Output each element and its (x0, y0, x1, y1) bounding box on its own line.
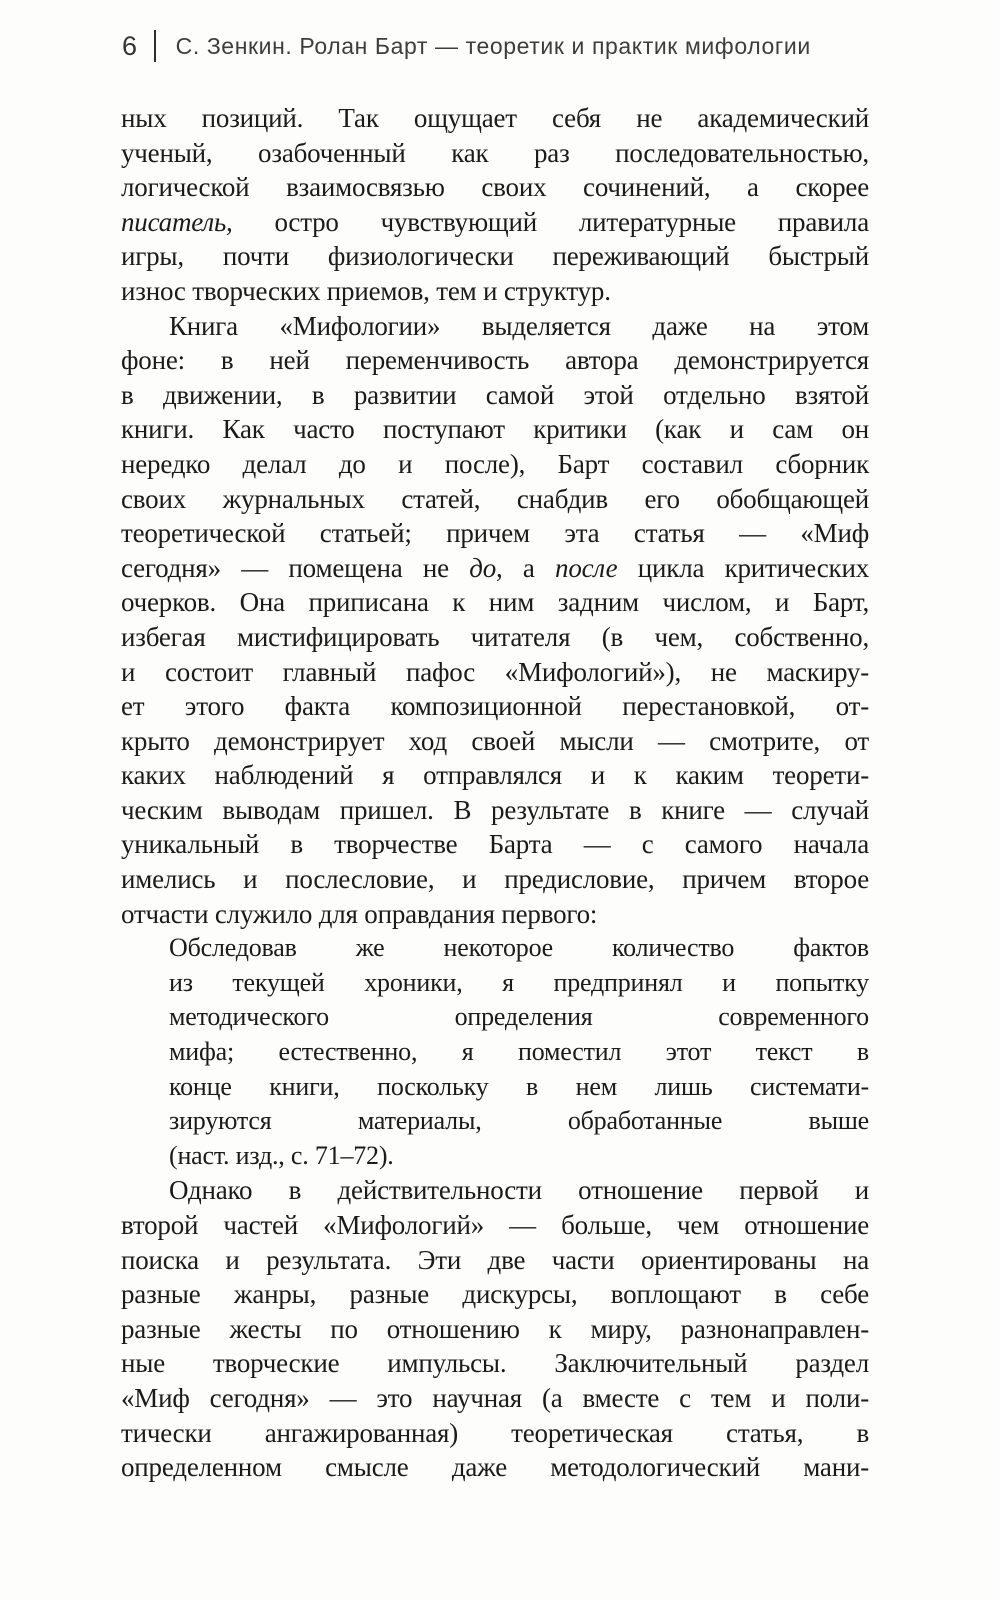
text-line: определенном смысле даже методологический мани- (121, 1452, 869, 1483)
text-line: сегодня» — помещена не до, а после цикла критических (121, 552, 869, 583)
text-line: избегая мистифицировать читателя (в чем, собственно, (121, 621, 869, 652)
text-line: в движении, в развитии самой этой отдельно взятой (121, 379, 869, 410)
text-line: Однако в действительности отношение первой и (169, 1175, 869, 1206)
text-line: разные жанры, разные дискурсы, воплощают в себе (121, 1279, 869, 1310)
text-line: конце книги, поскольку в нем лишь системати- (169, 1071, 869, 1101)
page-body (121, 101, 869, 1485)
paragraph (121, 101, 869, 309)
text-line: методического определения современного (169, 1002, 869, 1032)
text-line: (наст. изд., с. 71–72). (169, 1140, 394, 1170)
text-line: тически ангажированная) теоретическая статья, в (121, 1417, 869, 1448)
text-line: зируются материалы, обработанные выше (169, 1106, 869, 1136)
text-line: «Миф сегодня» — это научная (а вместе с тем и поли- (121, 1382, 869, 1413)
paragraph (121, 309, 869, 932)
page-number: 6 (122, 30, 138, 61)
text-line: нередко делал до и после), Барт составил сборник (121, 448, 869, 479)
text-line: износ творческих приемов, тем и структур. (121, 275, 611, 306)
text-line: писатель, остро чувствующий литературные правила (121, 206, 869, 237)
text-line: уникальный в творчестве Барта — с самого начала (121, 829, 869, 860)
text-line: каких наблюдений я отправлялся и к каким теорети- (121, 760, 869, 791)
text-line: ных позиций. Так ощущает себя не академический (121, 103, 869, 133)
text-line: игры, почти физиологически переживающий быстрый (121, 241, 869, 272)
blockquote (169, 931, 869, 1173)
paragraph (121, 1173, 869, 1484)
running-title: С. Зенкин. Ролан Барт — теоретик и практик мифологии (175, 32, 811, 59)
text-line: ные творческие импульсы. Заключительный раздел (121, 1348, 869, 1379)
text-line: из текущей хроники, я предпринял и попытку (169, 967, 869, 997)
text-line: теоретической статьей; причем эта статья — «Миф (121, 518, 869, 549)
text-line: Книга «Мифологии» выделяется даже на этом (169, 310, 869, 341)
text-line: Обследовав же некоторое количество фактов (169, 933, 869, 963)
text-line: фоне: в ней переменчивость автора демонстрируется (121, 345, 869, 376)
text-line: имелись и послесловие, и предисловие, причем второе (121, 864, 869, 895)
text-line: разные жесты по отношению к миру, разнонаправлен- (121, 1313, 869, 1344)
text-line: второй частей «Мифологий» — больше, чем отношение (121, 1210, 869, 1240)
text-line: мифа; естественно, я поместил этот текст в (169, 1037, 869, 1067)
text-line: поиска и результата. Эти две части ориентированы на (121, 1244, 869, 1275)
text-line: ческим выводам пришел. В результате в книге — случай (121, 794, 869, 825)
running-header (122, 30, 882, 62)
text-line: ет этого факта композиционной перестановкой, от- (121, 691, 869, 722)
text-line: логической взаимосвязью своих сочинений, а скорее (121, 172, 869, 203)
text-line: крыто демонстрирует ход своей мысли — смотрите, от (121, 725, 869, 756)
text-line: ученый, озабоченный как раз последовательностью, (121, 137, 869, 168)
text-line: книги. Как часто поступают критики (как и сам он (121, 414, 869, 445)
text-line: очерков. Она приписана к ним задним числом, и Барт, (121, 587, 869, 618)
text-line: отчасти служило для оправдания первого: (121, 898, 598, 929)
text-line: своих журнальных статей, снабдив его обобщающей (121, 483, 869, 514)
header-divider (154, 30, 156, 62)
text-line: и состоит главный пафос «Мифологий»), не маскиру- (121, 656, 869, 687)
